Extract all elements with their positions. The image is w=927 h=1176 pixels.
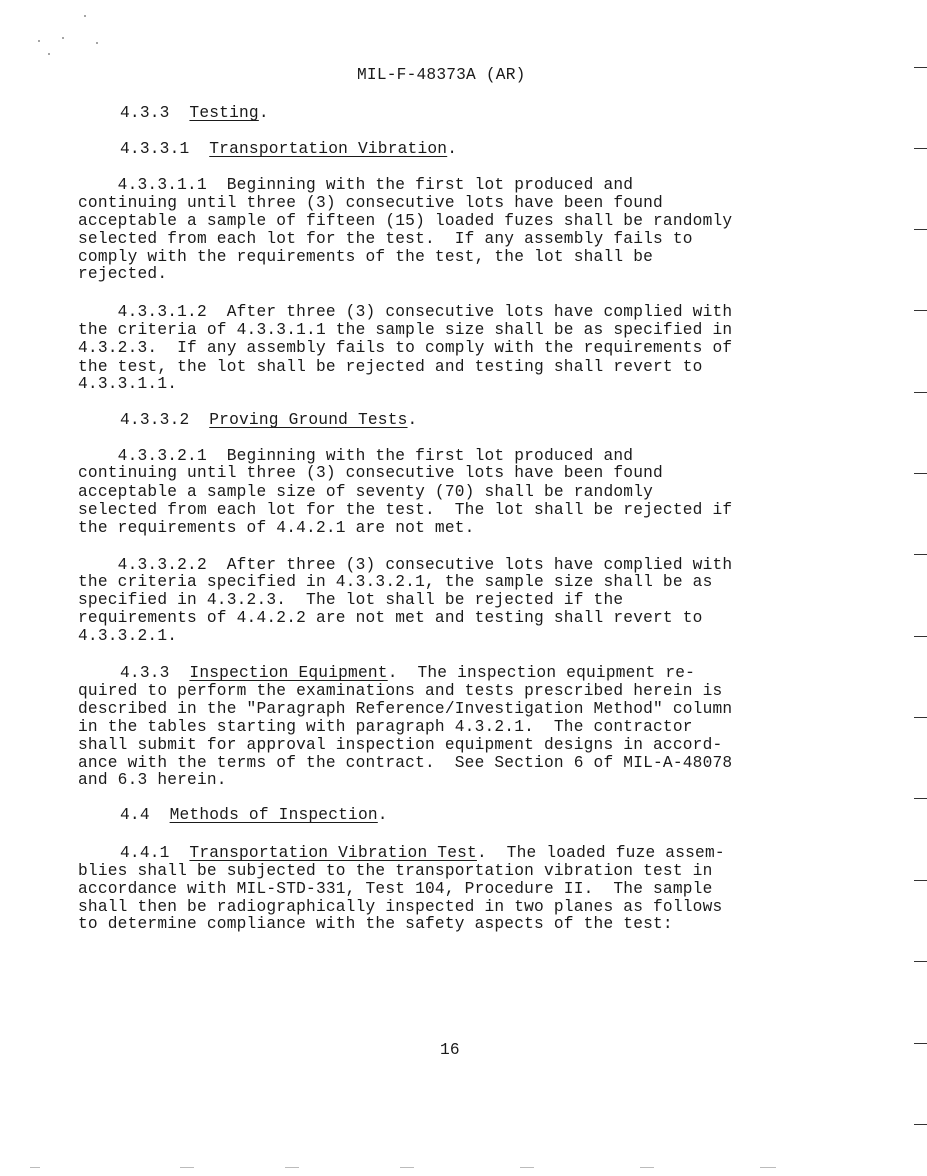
text-line: rejected. [78,265,168,283]
text-line: the criteria of 4.3.3.1.1 the sample size shall be as specified in [78,321,733,339]
text-line: 4.3.3.1.1. [78,375,178,393]
text-run: . The inspection equipment re- [387,664,696,682]
section-number: 4.4 [120,806,150,824]
section-title: Transportation Vibration Test [189,844,477,862]
text-line: shall submit for approval inspection equipment designs in accord- [78,736,723,754]
scan-speck [62,37,64,39]
text-line: to determine compliance with the safety aspects of the test: [78,915,673,933]
margin-mark [914,229,927,230]
margin-mark [914,717,927,718]
text-line: acceptable a sample of fifteen (15) loaded fuzes shall be randomly [78,212,733,230]
text-line: continuing until three (3) consecutive lots have been found [78,464,663,482]
scan-dash [285,1167,299,1168]
scan-speck [48,53,50,55]
text-line: 4.3.2.3. If any assembly fails to comply with the requirements of [78,339,733,357]
section-title: Transportation Vibration [209,140,448,158]
text-line: ance with the terms of the contract. See Section 6 of MIL-A-48078 [78,754,733,772]
margin-mark [914,310,927,311]
text-line: 4.3.3.1.1 Beginning with the first lot produced and [78,176,634,194]
text-line [120,844,725,862]
text-line: continuing until three (3) consecutive lots have been found [78,194,663,212]
text-line: blies shall be subjected to the transportation vibration test in [78,862,713,880]
margin-mark [914,798,927,799]
section-number: 4.3.3 [120,664,170,682]
margin-mark [914,67,927,68]
text-line: in the tables starting with paragraph 4.3.2.1. The contractor [78,718,693,736]
text-line [120,664,695,682]
text-line: selected from each lot for the test. If any assembly fails to [78,230,693,248]
margin-mark [914,554,927,555]
heading-4-3-3-2: 4.3.3.2 Proving Ground Tests. [120,411,418,429]
section-number: 4.3.3.1 [120,140,190,158]
text-line: shall then be radiographically inspected in two planes as follows [78,898,723,916]
scan-speck [84,15,86,17]
heading-4-3-3: 4.3.3 Testing. [120,104,269,122]
text-line: acceptable a sample size of seventy (70) shall be randomly [78,483,654,501]
section-title: Proving Ground Tests [209,411,408,429]
text-line: described in the "Paragraph Reference/Investigation Method" column [78,700,733,718]
text-line: and 6.3 herein. [78,771,227,789]
margin-mark [914,880,927,881]
text-run: . The loaded fuze assem- [476,844,725,862]
margin-mark [914,636,927,637]
margin-mark [914,1043,927,1044]
text-line: 4.3.3.2.1 Beginning with the first lot produced and [78,447,634,465]
section-title: Methods of Inspection [169,806,378,824]
margin-mark [914,392,927,393]
text-line: 4.3.3.2.2 After three (3) consecutive lots have complied with [78,556,733,574]
scan-dash [760,1167,776,1168]
scan-dash [400,1167,414,1168]
heading-4-3-3-1: 4.3.3.1 Transportation Vibration. [120,140,458,158]
section-title: Inspection Equipment [189,664,388,682]
text-line: accordance with MIL-STD-331, Test 104, Procedure II. The sample [78,880,713,898]
text-line: the criteria specified in 4.3.3.2.1, the sample size shall be as [78,573,713,591]
scan-dash [180,1167,194,1168]
section-number: 4.3.3 [120,104,170,122]
heading-4-4: 4.4 Methods of Inspection. [120,806,388,824]
scan-speck [38,40,40,42]
margin-mark [914,1124,927,1125]
text-line: the requirements of 4.4.2.1 are not met. [78,519,475,537]
text-line: requirements of 4.4.2.2 are not met and testing shall revert to [78,609,703,627]
text-line: specified in 4.3.2.3. The lot shall be rejected if the [78,591,624,609]
margin-mark [914,473,927,474]
document-id-header: MIL-F-48373A (AR) [357,66,526,84]
scan-dash [30,1167,40,1168]
text-line: comply with the requirements of the test, the lot shall be [78,248,654,266]
text-line: 4.3.3.1.2 After three (3) consecutive lots have complied with [78,303,733,321]
scan-dash [520,1167,534,1168]
section-number: 4.3.3.2 [120,411,190,429]
scan-speck [96,42,98,44]
text-line: the test, the lot shall be rejected and testing shall revert to [78,358,703,376]
margin-mark [914,148,927,149]
page-number: 16 [440,1041,460,1059]
text-line: 4.3.3.2.1. [78,627,178,645]
text-line: quired to perform the examinations and tests prescribed herein is [78,682,723,700]
section-title: Testing [189,104,259,122]
text-line: selected from each lot for the test. The lot shall be rejected if [78,501,733,519]
margin-mark [914,961,927,962]
section-number: 4.4.1 [120,844,170,862]
scan-dash [640,1167,654,1168]
